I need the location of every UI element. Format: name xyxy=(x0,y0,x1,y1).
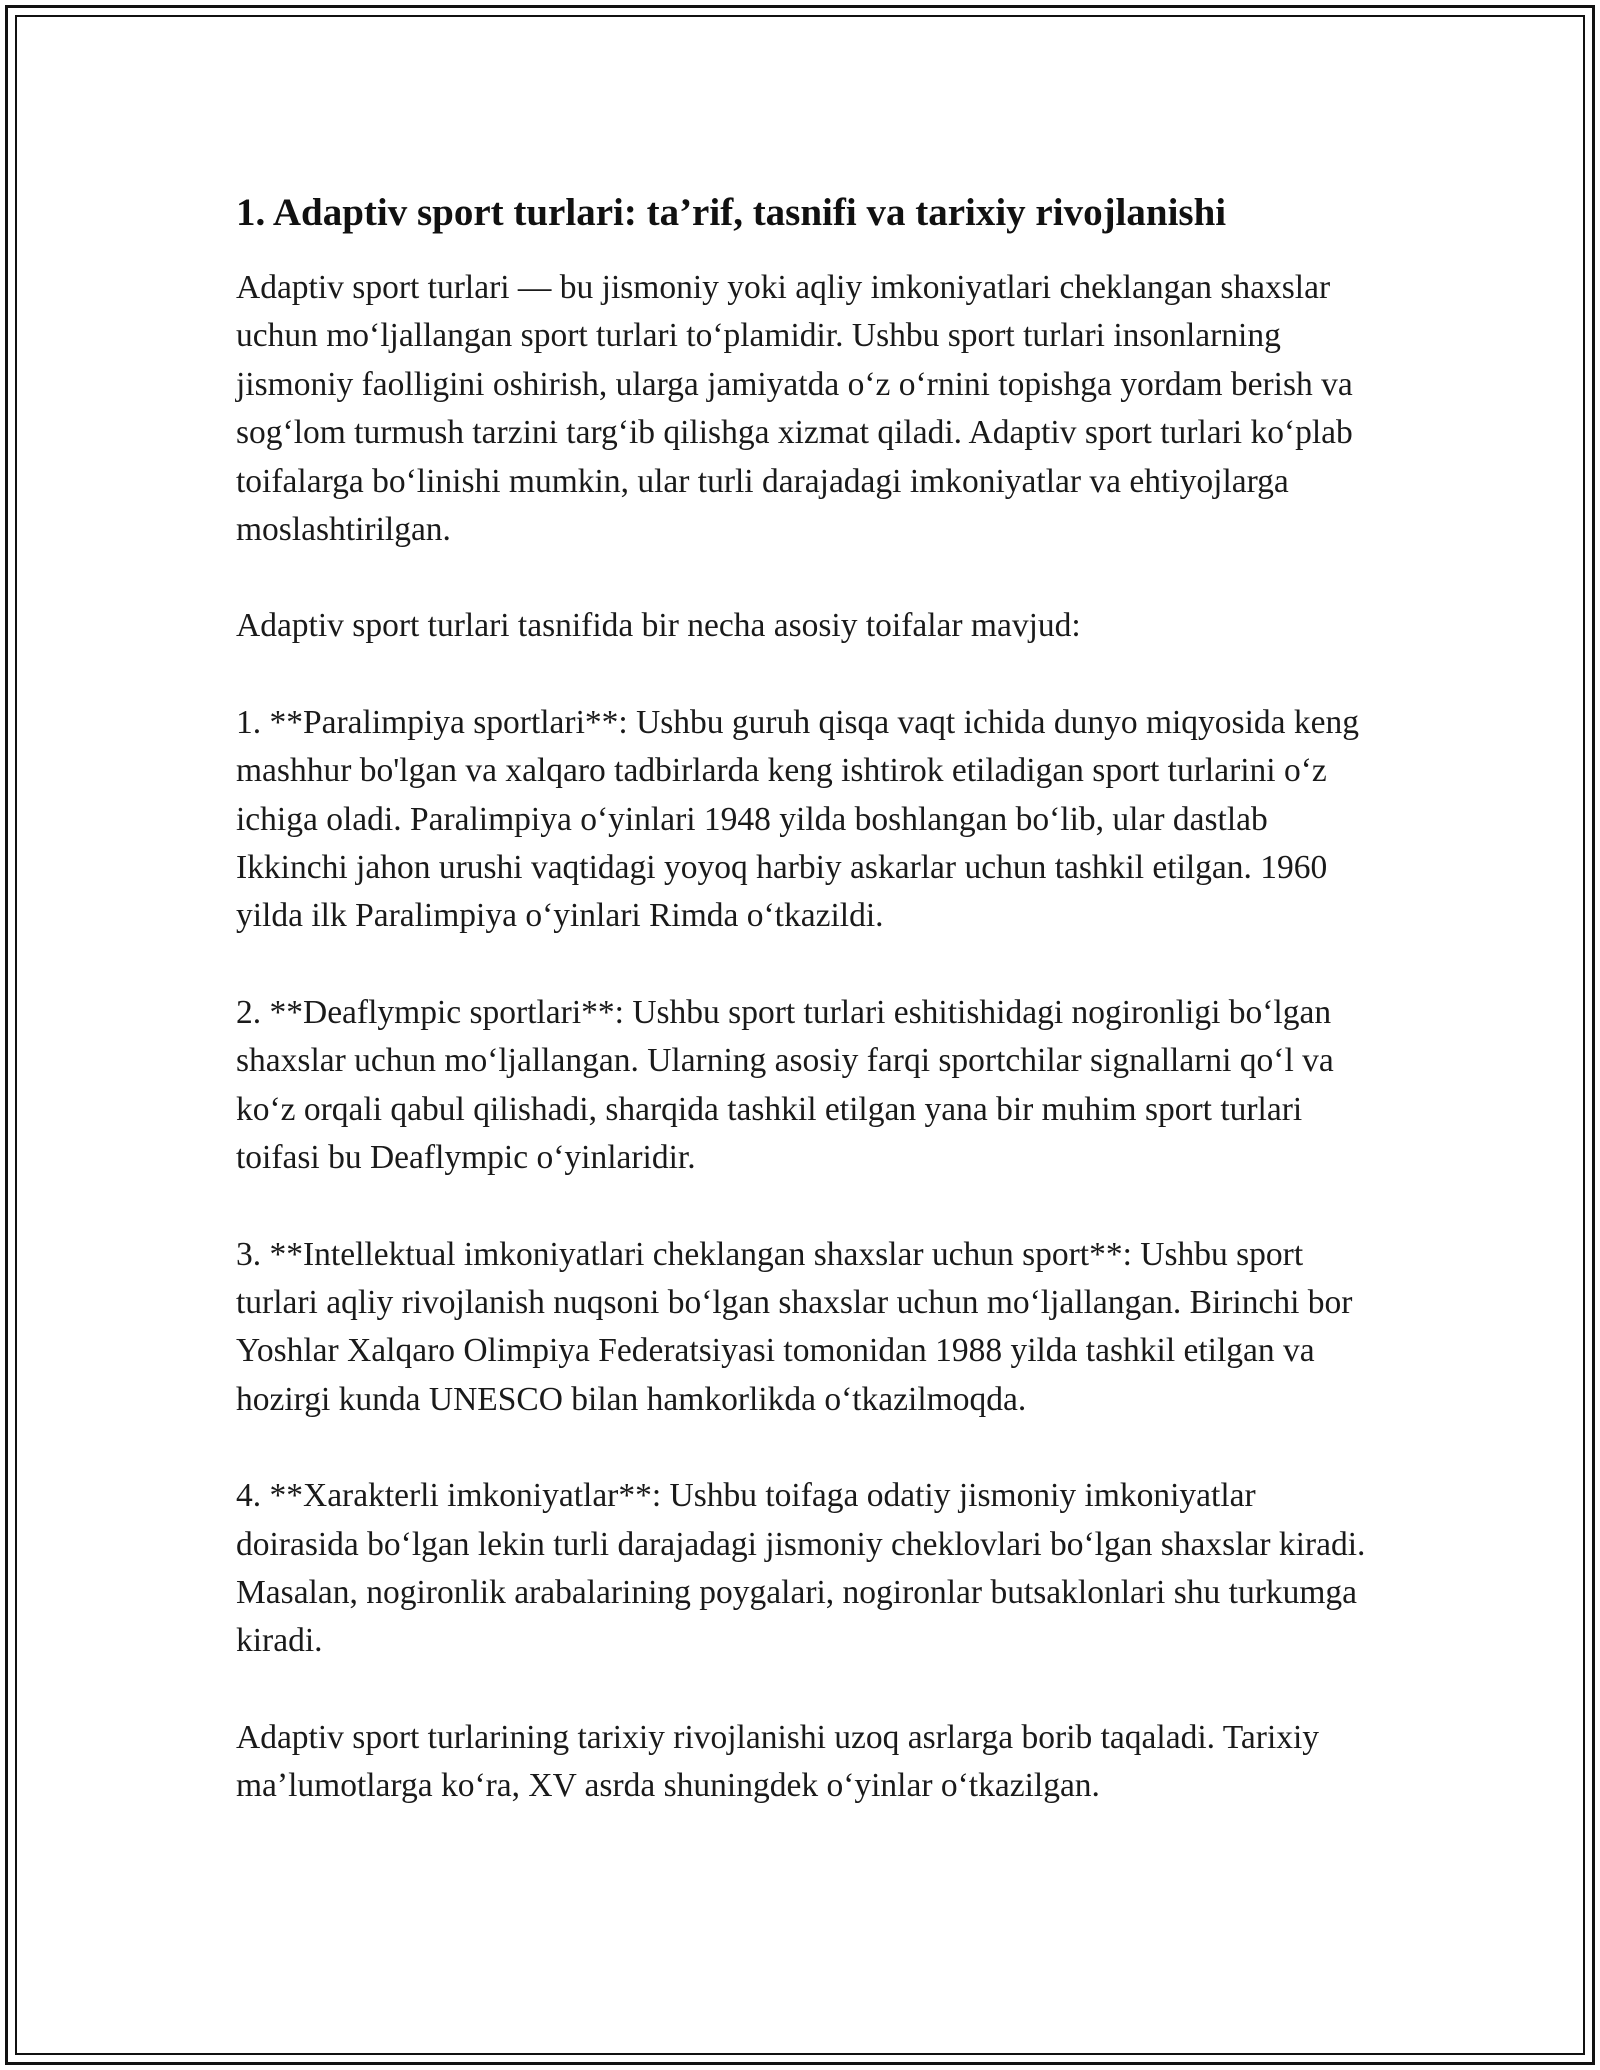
paragraph-classification-intro: Adaptiv sport turlari tasnifida bir necha asosiy toifalar mavjud: xyxy=(236,607,1081,645)
document-body xyxy=(236,188,1370,1811)
paragraph-characteristic: 4. **Xarakterli imkoniyatlar**: Ushbu toifaga odatiy jismoniy imkoniyatlar doirasida boʻlgan lekin turli darajadagi jismoniy cheklovlari boʻlgan shaxslar kiradi. Masalan, nogironlik arabalarining poygalari, nogironlar butsaklonlari shu turkumga kiradi. xyxy=(236,1477,1366,1660)
paragraph-deaflympic: 2. **Deaflympic sportlari**: Ushbu sport turlari eshitishidagi nogironligi boʻlgan shaxslar uchun moʻljallangan. Ularning asosiy farqi sportchilar signallarni qoʻl va koʻz orqali qabul qilishadi, sharqida tashkil etilgan yana bir muhim sport turlari toifasi bu Deaflympic oʻyinlaridir. xyxy=(236,993,1334,1177)
paragraph-intellectual: 3. **Intellektual imkoniyatlari cheklangan shaxslar uchun sport**: Ushbu sport turlari aqliy rivojlanish nuqsoni boʻlgan shaxslar uchun moʻljallangan. Birinchi bor Yoshlar Xalqaro Olimpiya Federatsiyasi tomonidan 1988 yilda tashkil etilgan va hozirgi kunda UNESCO bilan hamkorlikda oʻtkazilmoqda. xyxy=(236,1235,1353,1418)
paragraph-definition: Adaptiv sport turlari — bu jismoniy yoki aqliy imkoniyatlari cheklangan shaxslar uchun moʻljallangan sport turlari toʻplamidir. Ushbu sport turlari insonlarning jismoniy faolligini oshirish, ularga jamiyatda oʻz oʻrnini topishga yordam berish va sogʻlom turmush tarzini targʻib qilishga xizmat qiladi. Adaptiv sport turlari koʻplab toifalarga boʻlinishi mumkin, ular turli darajadagi imkoniyatlar va ehtiyojlarga moslashtirilgan. xyxy=(236,269,1353,549)
document-title: 1. Adaptiv sport turlari: ta’rif, tasnifi va tarixiy rivojlanishi xyxy=(236,191,1227,234)
paragraph-history: Adaptiv sport turlarining tarixiy rivojlanishi uzoq asrlarga borib taqaladi. Tarixiy maʼlumotlarga koʻra, XV asrda shuningdek oʻyinlar oʻtkazilgan. xyxy=(236,1718,1320,1805)
paragraph-paralympic: 1. **Paralimpiya sportlari**: Ushbu guruh qisqa vaqt ichida dunyo miqyosida keng mashhur bo'lgan va xalqaro tadbirlarda keng ishtirok etiladigan sport turlarini oʻz ichiga oladi. Paralimpiya oʻyinlari 1948 yilda boshlangan boʻlib, ular dastlab Ikkinchi jahon urushi vaqtidagi yoyoq harbiy askarlar uchun tashkil etilgan. 1960 yilda ilk Paralimpiya oʻyinlari Rimda oʻtkazildi. xyxy=(236,703,1360,935)
